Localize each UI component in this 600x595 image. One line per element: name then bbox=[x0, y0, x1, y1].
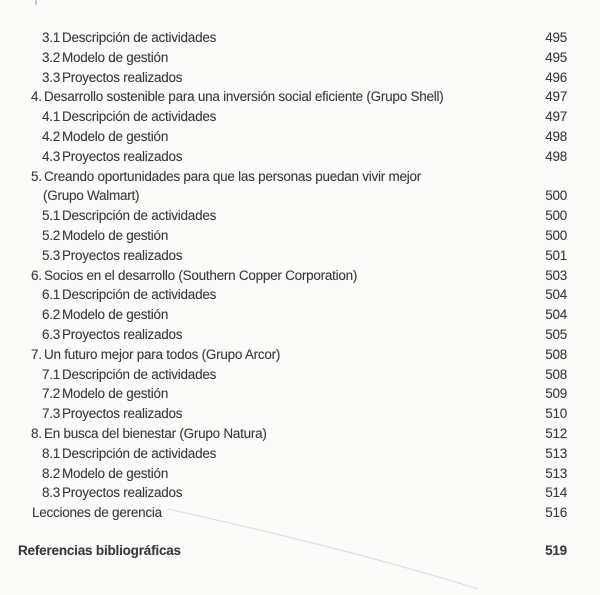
entry-page: 496 bbox=[545, 69, 567, 85]
toc-entry bbox=[0, 305, 600, 325]
entry-title: Proyectos realizados bbox=[62, 247, 183, 263]
entry-page: 514 bbox=[545, 485, 567, 501]
entry-number: 5.2 bbox=[42, 227, 61, 243]
entry-title: Lecciones de gerencia bbox=[32, 505, 162, 521]
entry-number: 5. bbox=[31, 168, 42, 184]
entry-page: 501 bbox=[545, 247, 567, 263]
entry-number: 4. bbox=[31, 89, 42, 105]
entry-page: 509 bbox=[545, 386, 567, 402]
entry-page: 498 bbox=[545, 148, 567, 164]
toc-entry bbox=[0, 127, 600, 147]
entry-number: 6. bbox=[31, 267, 42, 283]
entry-title: Descripción de actividades bbox=[62, 208, 217, 224]
entry-number: 3.2 bbox=[42, 49, 61, 65]
entry-page: 510 bbox=[545, 406, 567, 422]
toc-entry bbox=[0, 266, 600, 286]
toc-entry bbox=[0, 325, 600, 345]
references-title: Referencias bibliográficas bbox=[18, 543, 181, 558]
entry-number: 4.2 bbox=[42, 128, 61, 144]
entry-title: Modelo de gestión bbox=[62, 307, 169, 323]
entry-page: 513 bbox=[545, 465, 567, 481]
entry-title: Descripción de actividades bbox=[62, 30, 217, 45]
scan-mark bbox=[35, 0, 37, 5]
entry-page: 508 bbox=[545, 346, 567, 362]
entry-title: Descripción de actividades bbox=[62, 366, 217, 382]
entry-page: 495 bbox=[545, 49, 567, 65]
entry-number: 8.3 bbox=[42, 485, 61, 501]
entry-number: 3.1 bbox=[42, 30, 61, 45]
entry-number: 7.1 bbox=[42, 366, 61, 382]
entry-number: 7.3 bbox=[42, 406, 61, 422]
entry-number: 3.3 bbox=[42, 69, 61, 85]
toc-entry bbox=[0, 345, 600, 365]
entry-page: 505 bbox=[545, 326, 567, 342]
entry-title: Creando oportunidades para que las personas puedan vivir mejor bbox=[44, 168, 421, 184]
toc-entry bbox=[0, 285, 600, 305]
toc-entry bbox=[0, 464, 600, 484]
entry-page: 504 bbox=[545, 307, 567, 323]
entry-page bbox=[539, 167, 567, 187]
toc-entry bbox=[0, 68, 600, 88]
entry-title: Proyectos realizados bbox=[62, 326, 183, 342]
entry-page: 508 bbox=[545, 366, 567, 382]
toc-entry bbox=[0, 404, 600, 424]
toc-entry bbox=[0, 246, 600, 266]
toc-entry bbox=[0, 147, 600, 167]
toc-entry bbox=[0, 206, 600, 226]
entry-number: 5.1 bbox=[42, 208, 61, 224]
entry-page: 497 bbox=[545, 89, 567, 105]
entry-title: Descripción de actividades bbox=[62, 287, 217, 303]
entry-title: Proyectos realizados bbox=[62, 406, 183, 422]
entry-page: 498 bbox=[545, 128, 567, 144]
toc-entry bbox=[0, 483, 600, 503]
entry-number: 6.2 bbox=[42, 307, 61, 323]
toc-entry bbox=[0, 503, 600, 523]
entry-number: 8.1 bbox=[42, 445, 61, 461]
entry-page: 500 bbox=[545, 227, 567, 243]
entry-title: Proyectos realizados bbox=[62, 69, 183, 85]
toc-entry bbox=[0, 167, 600, 187]
entry-title: Modelo de gestión bbox=[62, 465, 169, 481]
entry-title: Descripción de actividades bbox=[62, 445, 217, 461]
entry-title: Modelo de gestión bbox=[62, 49, 169, 65]
entry-title: (Grupo Walmart) bbox=[43, 188, 140, 204]
entry-number: 4.1 bbox=[42, 109, 61, 125]
entry-number: 4.3 bbox=[42, 148, 61, 164]
toc-list bbox=[0, 28, 600, 523]
entry-title: Desarrollo sostenible para una inversión social eficiente (Grupo Shell) bbox=[44, 89, 444, 105]
toc-entry bbox=[0, 424, 600, 444]
entry-page: 497 bbox=[545, 109, 567, 125]
entry-title: Proyectos realizados bbox=[62, 148, 183, 164]
entry-page: 504 bbox=[545, 287, 567, 303]
toc-entry bbox=[0, 365, 600, 385]
toc-entry bbox=[0, 186, 600, 206]
entry-title: Socios en el desarrollo (Southern Copper Corporation) bbox=[44, 267, 358, 283]
entry-title: Descripción de actividades bbox=[62, 109, 217, 125]
entry-page: 512 bbox=[545, 425, 567, 441]
references-entry bbox=[18, 541, 567, 561]
entry-page: 495 bbox=[545, 30, 567, 45]
entry-number: 6.1 bbox=[42, 287, 61, 303]
entry-page: 503 bbox=[545, 267, 567, 283]
entry-number: 7.2 bbox=[42, 386, 61, 402]
toc-entry bbox=[0, 226, 600, 246]
entry-page: 500 bbox=[545, 188, 567, 204]
entry-number: 6.3 bbox=[42, 326, 61, 342]
toc-entry bbox=[0, 87, 600, 107]
entry-title: En busca del bienestar (Grupo Natura) bbox=[44, 425, 267, 441]
entry-page: 500 bbox=[545, 208, 567, 224]
entry-page: 513 bbox=[545, 445, 567, 461]
entry-title: Modelo de gestión bbox=[62, 227, 169, 243]
entry-number: 5.3 bbox=[42, 247, 61, 263]
entry-number: 8.2 bbox=[42, 465, 61, 481]
entry-page: 516 bbox=[545, 505, 567, 521]
toc-entry bbox=[0, 28, 600, 48]
entry-title: Un futuro mejor para todos (Grupo Arcor) bbox=[44, 346, 281, 362]
entry-number: 7. bbox=[31, 346, 42, 362]
entry-title: Proyectos realizados bbox=[62, 485, 183, 501]
toc-entry bbox=[0, 48, 600, 68]
toc-entry bbox=[0, 107, 600, 127]
references-page: 519 bbox=[545, 543, 567, 558]
entry-title: Modelo de gestión bbox=[62, 386, 169, 402]
toc-entry bbox=[0, 384, 600, 404]
toc-entry bbox=[0, 444, 600, 464]
entry-number: 8. bbox=[31, 425, 42, 441]
entry-title: Modelo de gestión bbox=[62, 128, 169, 144]
